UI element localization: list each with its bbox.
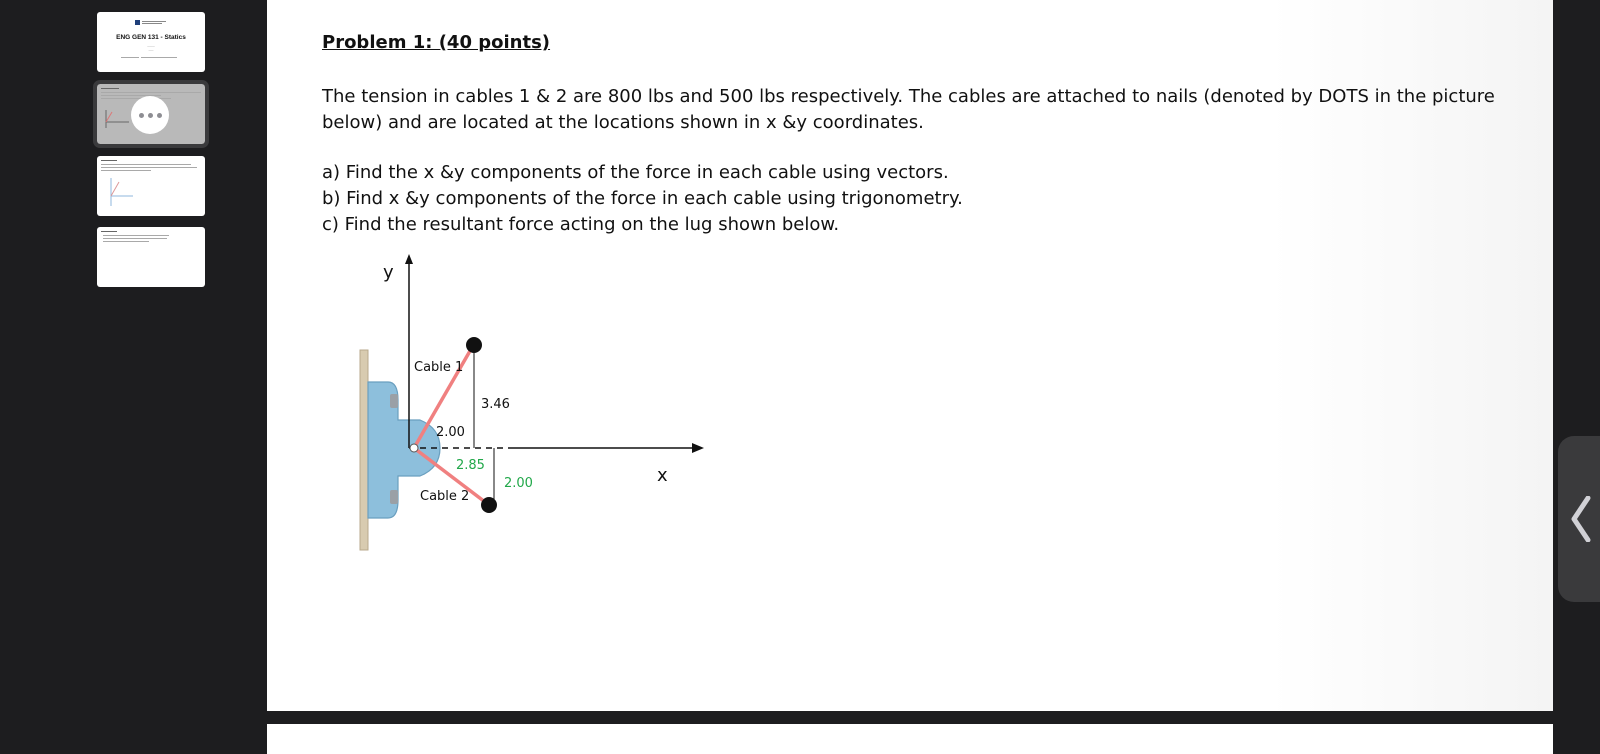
slide-thumbnail-1[interactable] [97, 12, 205, 72]
chevron-left-icon [1570, 496, 1594, 542]
thumbnail-line [101, 170, 151, 171]
question-list [322, 160, 963, 238]
thumbnail-line [121, 57, 139, 58]
thumbnail-diagram [103, 174, 137, 208]
question-c: c) Find the resultant force acting on the lug shown below. [322, 214, 840, 235]
thumbnail-line [103, 235, 169, 236]
nail-2-dot-icon [481, 497, 497, 513]
dim-200-green-label: 2.00 [504, 476, 533, 491]
slide-thumbnail-2[interactable] [97, 84, 205, 144]
thumbnail-line [101, 88, 119, 89]
y-axis-arrow-icon [405, 254, 413, 264]
dot-icon [157, 113, 162, 118]
bolt-top [390, 394, 398, 408]
thumbnail-line [101, 160, 117, 161]
thumbnail-diagram [103, 108, 133, 130]
dot-icon [139, 113, 144, 118]
more-options-button[interactable] [131, 96, 169, 134]
cable-1-label: Cable 1 [414, 360, 464, 375]
thumbnail-line [101, 164, 191, 165]
thumbnail-line [103, 241, 149, 242]
dim-346-label: 3.46 [481, 397, 510, 412]
slide-thumbnail-3[interactable] [97, 156, 205, 216]
thumbnail-line [101, 231, 117, 232]
question-a: a) Find the x &y components of the force in each cable using vectors. [322, 162, 949, 183]
thumbnail-line [141, 57, 177, 58]
pin-point [410, 444, 418, 452]
thumbnail-title: ENG GEN 131 - Statics [116, 34, 186, 41]
problem-title: Problem 1: (40 points) [322, 32, 551, 53]
nail-1-dot-icon [466, 337, 482, 353]
thumbnail-subtitle-line: —— [148, 49, 154, 52]
university-logo-icon [135, 20, 167, 25]
x-axis-label: x [657, 465, 668, 486]
bolt-bottom [390, 490, 398, 504]
y-axis-label: y [383, 262, 394, 283]
thumbnail-subtitle-line: ——— [147, 45, 155, 48]
x-axis-arrow-icon [692, 443, 704, 453]
thumbnail-line [103, 238, 167, 239]
dot-icon [148, 113, 153, 118]
thumbnail-line [101, 92, 201, 93]
thumbnail-line [101, 167, 197, 168]
wall [360, 350, 368, 550]
question-b: b) Find x &y components of the force in each cable using trigonometry. [322, 188, 963, 209]
problem-description: The tension in cables 1 & 2 are 800 lbs and 500 lbs respectively. The cables are attached to nails (denoted by DOTS in the picture below) and are located at the locations shown in x &y coordinates. [322, 86, 1495, 133]
cable-2-label: Cable 2 [420, 489, 470, 504]
dim-200-label: 2.00 [436, 425, 465, 440]
dim-285-label: 2.85 [456, 458, 485, 473]
sidebar-toggle-handle[interactable] [1558, 436, 1600, 602]
statics-diagram [350, 250, 710, 560]
slide-thumbnail-4[interactable] [97, 227, 205, 287]
next-document-page [267, 724, 1553, 754]
